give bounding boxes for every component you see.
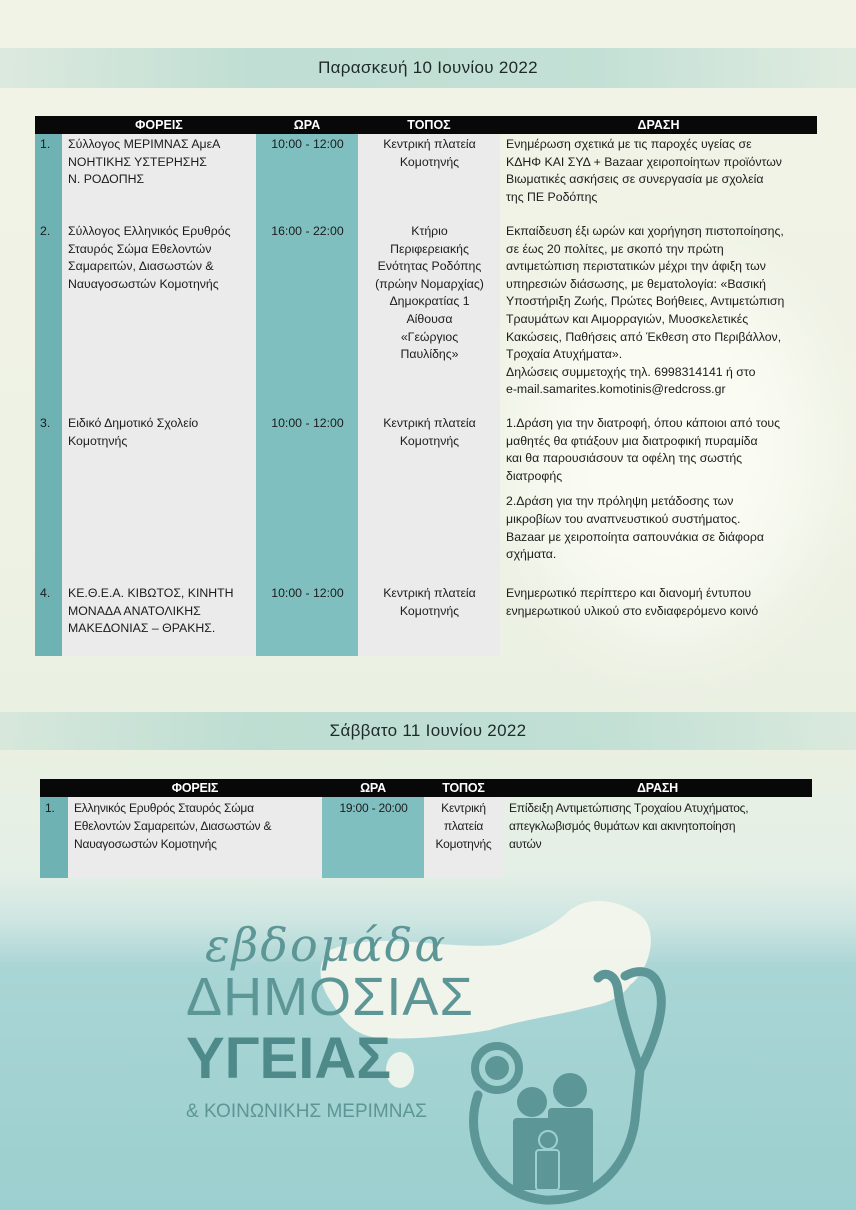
- row-time: 19:00 - 20:00: [322, 797, 424, 878]
- action-part-2: 2.Δράση για την πρόληψη μετάδοσης των μικροβίων του αναπνευστικού συστήματος. Bazaar με χειροποίητα σαπουνάκια σε διάφορα σχήματα.: [506, 494, 764, 562]
- row-action: Ενημέρωση σχετικά με τις παροχές υγείας σε ΚΔΗΦ ΚΑΙ ΣΥΔ + Bazaar χειροποίητων προϊόντων Βιωματικές ασκήσεις σε συνεργασία με σχολεία της ΠΕ Ροδόπης: [506, 137, 782, 204]
- row-place: Κεντρική πλατεία Κομοτηνής: [358, 583, 500, 656]
- header-num: [35, 116, 62, 134]
- row-number: 3.: [35, 413, 62, 583]
- action-part-1: 1.Δράση για την διατροφή, όπου κάποιοι από τους μαθητές θα φτιάξουν μια διατροφική πυραμίδα και θα παρουσιάσουν τα οφέλη της σωστής διατροφής: [506, 416, 781, 483]
- header-num: [40, 779, 68, 797]
- header-ora: ΩΡΑ: [256, 116, 358, 134]
- day1-banner: Παρασκευή 10 Ιουνίου 2022: [0, 48, 856, 88]
- header-drasi: ΔΡΑΣΗ: [503, 779, 812, 797]
- day2-schedule-table: [40, 779, 812, 878]
- row-place: Κεντρική πλατεία Κομοτηνής: [358, 134, 500, 221]
- row-organization: ΚΕ.Θ.Ε.Α. ΚΙΒΩΤΟΣ, ΚΙΝΗΤΗ ΜΟΝΑΔΑ ΑΝΑΤΟΛΙΚΗΣ ΜΑΚΕΔΟΝΙΑΣ – ΘΡΑΚΗΣ.: [62, 583, 256, 656]
- row-number: 1.: [35, 134, 62, 221]
- row-number: 1.: [40, 797, 68, 878]
- row-number: 4.: [35, 583, 62, 656]
- table-row: [35, 583, 817, 656]
- row-time: 10:00 - 12:00: [256, 413, 358, 583]
- header-topos: ΤΟΠΟΣ: [358, 116, 500, 134]
- row-organization: Σύλλογος Ελληνικός Ερυθρός Σταυρός Σώμα Εθελοντών Σαμαρειτών, Διασωστών & Ναυαγοσωστών Κομοτηνής: [62, 221, 256, 413]
- header-topos: ΤΟΠΟΣ: [424, 779, 503, 797]
- row-organization: Ειδικό Δημοτικό Σχολείο Κομοτηνής: [62, 413, 256, 583]
- logo-text-week: εβδομάδα: [205, 918, 448, 972]
- logo-text-welfare: & ΚΟΙΝΩΝΙΚΗΣ ΜΕΡΙΜΝΑΣ: [186, 1101, 427, 1122]
- table-row: [35, 413, 817, 583]
- row-number: 2.: [35, 221, 62, 413]
- row-place: Κεντρική πλατεία Κομοτηνής: [358, 413, 500, 583]
- day1-schedule-table: [35, 116, 817, 656]
- family-icon: [513, 1073, 593, 1190]
- day2-banner: Σάββατο 11 Ιουνίου 2022: [0, 712, 856, 750]
- table-row: [40, 797, 812, 878]
- logo-text-public: ΔΗΜΟΣΙΑΣ: [186, 967, 474, 1027]
- table-row: [35, 221, 817, 413]
- logo-text-health: ΥΓΕΙΑΣ: [186, 1026, 392, 1091]
- header-foreis: ΦΟΡΕΙΣ: [62, 116, 256, 134]
- row-time: 10:00 - 12:00: [256, 134, 358, 221]
- row-time: 16:00 - 22:00: [256, 221, 358, 413]
- row-organization: Σύλλογος ΜΕΡΙΜΝΑΣ ΑμεΑ ΝΟΗΤΙΚΗΣ ΥΣΤΕΡΗΣΗΣ Ν. ΡΟΔΟΠΗΣ: [62, 134, 256, 221]
- row-action: Εκπαίδευση έξι ωρών και χορήγηση πιστοποίησης, σε έως 20 πολίτες, με σκοπό την πρώτη αντιμετώπιση περιστατικών μέχρι την άφιξη των υπηρεσιών διάσωσης, με θεματολογία: «Βασική Υποστήριξη Ζωής, Πρώτες Βοήθειες, Αντιμετώπιση Τραυμάτων και Αιμορραγιών, Μυοσκελετικές Κακώσεις, Παθήσεις από Έκθεση στο Περιβάλλον, Τροχαία Ατυχήματα». Δηλώσεις συμμετοχής τηλ. 6998314141 ή στο e-mail.samarites.komotinis@redcross.gr: [506, 224, 785, 397]
- row-action: Ενημερωτικό περίπτερο και διανομή έντυπου ενημερωτικού υλικού στο ενδιαφερόμενο κοινό: [506, 586, 759, 618]
- table-row: [35, 134, 817, 221]
- row-place: Κεντρική πλατεία Κομοτηνής: [424, 797, 503, 878]
- row-action: Επίδειξη Αντιμετώπισης Τροχαίου Ατυχήματος, απεγκλωβισμός θυμάτων και ακινητοποίηση αυτών: [509, 801, 749, 851]
- row-organization: Ελληνικός Ερυθρός Σταυρός Σώμα Εθελοντών Σαμαρειτών, Διασωστών & Ναυαγοσωστών Κομοτηνής: [68, 797, 322, 878]
- row-place: Κτήριο Περιφερειακής Ενότητας Ροδόπης (πρώην Νομαρχίας) Δημοκρατίας 1 Αίθουσα «Γεώργιος Παυλίδης»: [358, 221, 500, 413]
- row-time: 10:00 - 12:00: [256, 583, 358, 656]
- row-action: [500, 413, 817, 583]
- table-header: [40, 779, 812, 797]
- header-drasi: ΔΡΑΣΗ: [500, 116, 817, 134]
- header-foreis: ΦΟΡΕΙΣ: [68, 779, 322, 797]
- header-ora: ΩΡΑ: [322, 779, 424, 797]
- table-header: [35, 116, 817, 134]
